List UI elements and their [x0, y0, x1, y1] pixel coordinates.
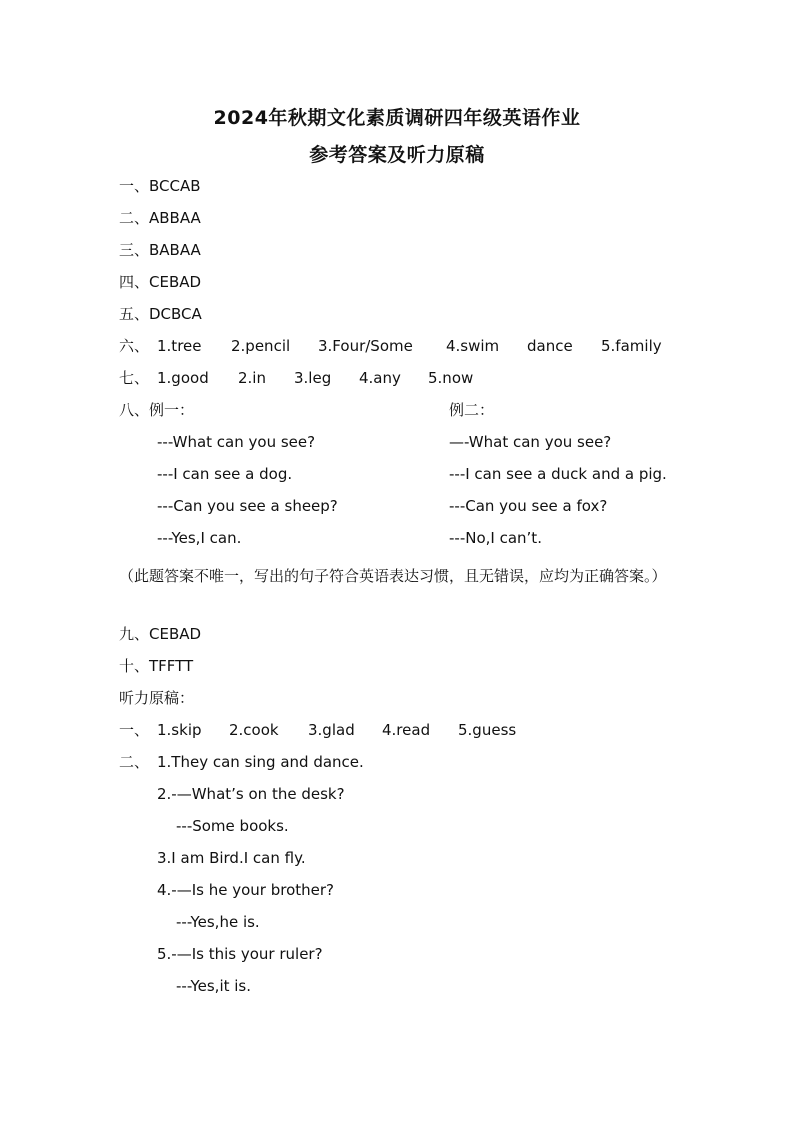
part1-item: 5.guess	[458, 721, 517, 739]
example2-line: —-What can you see?	[449, 433, 612, 451]
example1-line: ---I can see a dog.	[157, 465, 293, 483]
part2-line: ---Some books.	[176, 817, 289, 835]
part2-line: 4.-—Is he your brother?	[157, 881, 335, 899]
q7-item: 3.leg	[294, 369, 332, 387]
page-subtitle: 参考答案及听力原稿	[309, 144, 485, 166]
part2-prefix: 二、	[119, 753, 150, 771]
listening-heading: 听力原稿：	[119, 689, 195, 707]
part2-line: ---Yes,he is.	[176, 913, 260, 931]
q6-prefix: 六、	[119, 337, 150, 355]
q6-item: 1.tree	[157, 337, 202, 355]
q6-item: 3.Four/Some	[318, 337, 413, 355]
answer-q4: 四、CEBAD	[119, 273, 202, 291]
part2-line: 1.They can sing and dance.	[157, 753, 364, 771]
example1-line: ---What can you see?	[157, 433, 316, 451]
answer-q9: 九、CEBAD	[119, 625, 202, 643]
q7-item: 2.in	[238, 369, 266, 387]
q8-example2-label: 例二：	[449, 401, 495, 419]
part1-item: 2.cook	[229, 721, 279, 739]
answer-q5: 五、DCBCA	[119, 305, 202, 323]
q7-prefix: 七、	[119, 369, 150, 387]
q6-item: 2.pencil	[231, 337, 291, 355]
part1-item: 1.skip	[157, 721, 202, 739]
example1-line: ---Yes,I can.	[157, 529, 242, 547]
q6-item: 4.swim	[446, 337, 500, 355]
page-title: 2024年秋期文化素质调研四年级英语作业	[213, 107, 581, 129]
example2-line: ---Can you see a fox?	[449, 497, 608, 515]
answer-q2: 二、ABBAA	[119, 209, 201, 227]
part1-item: 3.glad	[308, 721, 355, 739]
answer-q1: 一、BCCAB	[119, 177, 201, 195]
q7-item: 5.now	[428, 369, 474, 387]
q7-item: 1.good	[157, 369, 209, 387]
answer-q10: 十、TFFTT	[119, 657, 194, 675]
part2-line: 3.I am Bird.I can fly.	[157, 849, 306, 867]
part1-prefix: 一、	[119, 721, 150, 739]
answer-q3: 三、BABAA	[119, 241, 201, 259]
q8-note: （此题答案不唯一，写出的句子符合英语表达习惯，且无错误，应均为正确答案。）	[119, 567, 667, 585]
q6-item: dance	[527, 337, 573, 355]
part2-line: 2.-—What’s on the desk?	[157, 785, 345, 803]
part2-line: ---Yes,it is.	[176, 977, 252, 995]
q8-label: 八、例一：	[119, 401, 195, 419]
q7-item: 4.any	[359, 369, 401, 387]
q6-item: 5.family	[601, 337, 662, 355]
example1-line: ---Can you see a sheep?	[157, 497, 338, 515]
part2-line: 5.-—Is this your ruler?	[157, 945, 323, 963]
example2-line: ---I can see a duck and a pig.	[449, 465, 667, 483]
example2-line: ---No,I can’t.	[449, 529, 542, 547]
part1-item: 4.read	[382, 721, 431, 739]
